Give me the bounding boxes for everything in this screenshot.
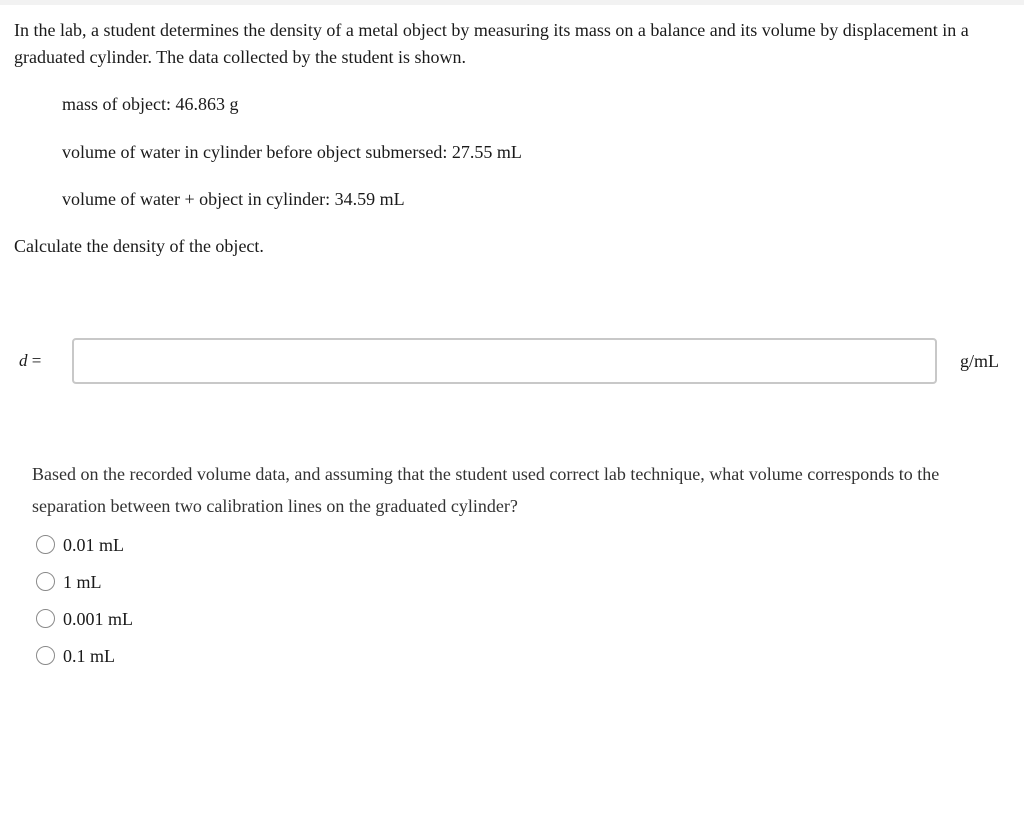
equals-sign: =	[31, 351, 42, 370]
option-label: 0.01 mL	[63, 534, 124, 555]
top-strip	[0, 0, 1024, 5]
option-0-1-ml[interactable]	[36, 637, 133, 674]
problem-intro: In the lab, a student determines the density of a metal object by measuring its mass on a balance and its volume by displacement in a graduated cylinder. The data collected by the student is shown.	[14, 20, 969, 67]
radio-button[interactable]	[36, 535, 55, 554]
radio-button[interactable]	[36, 609, 55, 628]
data-line-mass: mass of object: 46.863 g	[62, 94, 239, 114]
density-variable-label	[19, 352, 41, 370]
option-0-01-ml[interactable]	[36, 526, 133, 563]
data-line-volume-after: volume of water + object in cylinder: 34.59 mL	[62, 189, 405, 209]
density-answer-input[interactable]	[72, 338, 937, 384]
radio-button[interactable]	[36, 572, 55, 591]
radio-button[interactable]	[36, 646, 55, 665]
answer-options	[36, 526, 133, 674]
option-label: 1 mL	[63, 571, 102, 592]
option-label: 0.001 mL	[63, 608, 133, 629]
calculation-prompt: Calculate the density of the object.	[14, 236, 264, 256]
answer-row	[0, 338, 1024, 384]
option-0-001-ml[interactable]	[36, 600, 133, 637]
question-text: Based on the recorded volume data, and assuming that the student used correct lab technique, what volume corresponds to the separation between two calibration lines on the graduated cylinder?	[32, 464, 940, 516]
variable-symbol: d	[19, 351, 28, 370]
option-1-ml[interactable]	[36, 563, 133, 600]
unit-label: g/mL	[960, 351, 999, 371]
data-line-volume-before: volume of water in cylinder before object submersed: 27.55 mL	[62, 142, 522, 162]
option-label: 0.1 mL	[63, 645, 115, 666]
